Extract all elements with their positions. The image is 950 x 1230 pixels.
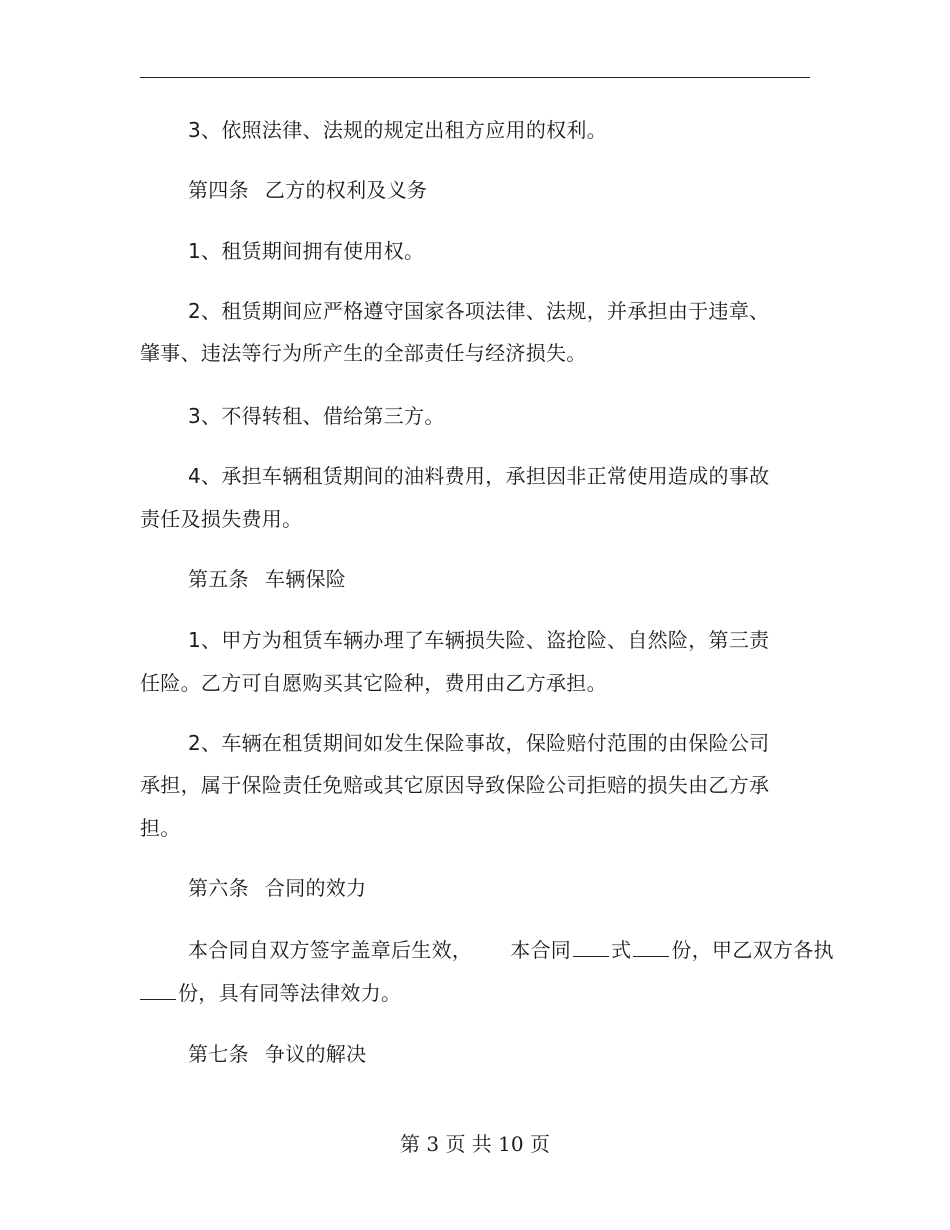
clause-line: 担。	[140, 816, 181, 840]
clause-line: 4、承担车辆租赁期间的油料费用，承担因非正常使用造成的事故	[188, 464, 770, 488]
clause-line: 责任及损失费用。	[140, 507, 303, 531]
clause-line: 1、租赁期间拥有使用权。	[188, 239, 425, 263]
validity-line	[188, 938, 834, 962]
clause-line: 2、车辆在租赁期间如发生保险事故，保险赔付范围的由保险公司	[188, 731, 770, 755]
validity-line-cont	[140, 981, 401, 1005]
clause-line: 3、不得转租、借给第三方。	[188, 404, 445, 428]
article-title: 争议的解决	[264, 1042, 367, 1066]
copies-blank	[633, 938, 669, 957]
validity-text: 式	[611, 938, 632, 962]
clause-line: 1、甲方为租赁车辆办理了车辆损失险、盗抢险、自然险，第三责	[188, 628, 770, 652]
article-title: 合同的效力	[264, 876, 367, 900]
clause-line: 2、租赁期间应严格遵守国家各项法律、法规，并承担由于违章、	[188, 299, 770, 323]
article-number: 第五条	[188, 567, 249, 591]
article-7-heading	[188, 1042, 366, 1066]
validity-text: 份，甲乙双方各执	[671, 938, 834, 962]
clause-line: 承担，属于保险责任免赔或其它原因导致保险公司拒赔的损失由乙方承	[140, 773, 770, 797]
article-4-heading	[188, 178, 427, 202]
article-number: 第六条	[188, 876, 249, 900]
copies-blank	[140, 981, 176, 1000]
validity-text: 本合同自双方签字盖章后生效，	[188, 938, 473, 962]
article-title: 乙方的权利及义务	[264, 178, 428, 202]
header-rule	[140, 77, 810, 78]
copies-blank	[573, 938, 609, 957]
article-number: 第七条	[188, 1042, 249, 1066]
clause-line: 3、依照法律、法规的规定出租方应用的权利。	[188, 118, 608, 142]
article-5-heading	[188, 567, 346, 591]
validity-text: 本合同	[510, 938, 572, 962]
article-title: 车辆保险	[264, 567, 347, 591]
article-number: 第四条	[188, 178, 249, 202]
validity-text: 份，具有同等法律效力。	[178, 981, 402, 1005]
clause-line: 任险。乙方可自愿购买其它险种，费用由乙方承担。	[140, 671, 607, 695]
article-6-heading	[188, 876, 366, 900]
page-number-footer: 第 3 页 共 10 页	[400, 1132, 550, 1156]
clause-line: 肇事、违法等行为所产生的全部责任与经济损失。	[140, 341, 587, 365]
